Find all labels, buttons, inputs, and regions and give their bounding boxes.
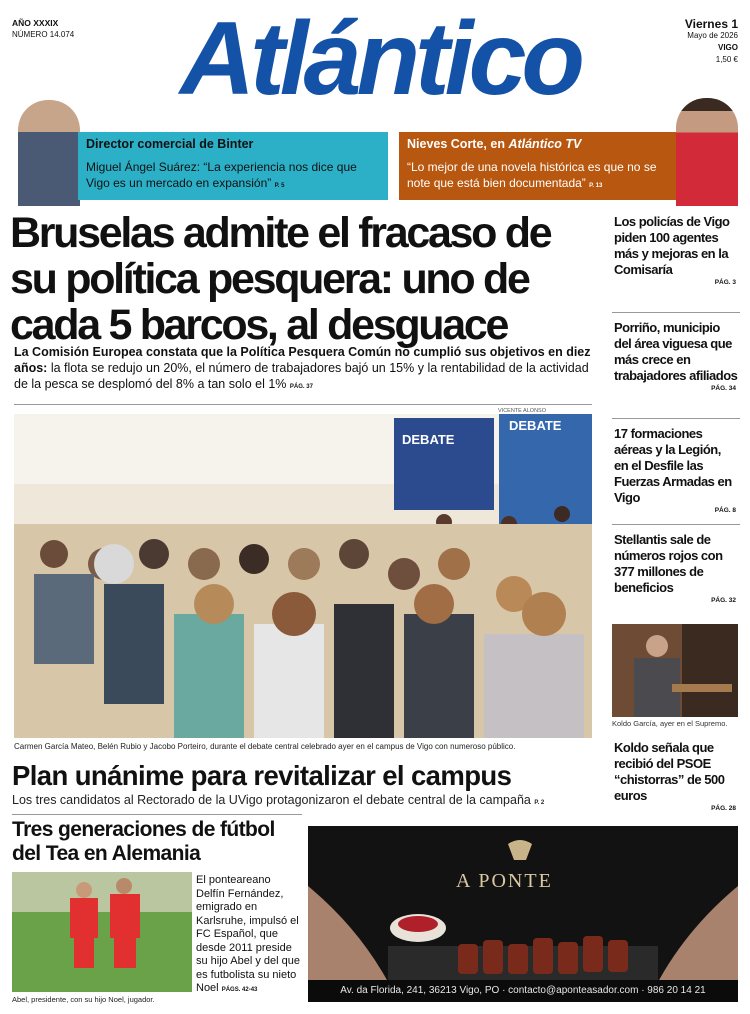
campus-page: P. 2 [534, 800, 545, 806]
sidebar-page: PÁG. 3 [714, 279, 736, 286]
teaser-atlantico-tv[interactable] [399, 132, 681, 200]
teaser-quote [407, 159, 675, 194]
football-body-text: El ponteareano Delfín Fernández, emigrado en Karlsruhe, impulsó el FC Español, que desde 2011 preside su hijo Abel y del que es futbolista su nieto Noel [196, 874, 300, 994]
sidebar-story-porrino[interactable] [614, 320, 738, 392]
binter-director-photo [18, 100, 80, 206]
koldo-photo[interactable] [612, 624, 738, 717]
divider [612, 524, 740, 525]
screen-label-2: DEBATE [509, 418, 562, 433]
ad-brand-name: A PONTE [456, 870, 553, 892]
divider [612, 312, 740, 313]
sidebar-story-koldo[interactable] [614, 740, 738, 812]
ad-illustration [308, 826, 738, 1002]
teaser-quote [86, 159, 382, 194]
issue-price: 1,50 € [715, 55, 738, 64]
sidebar-story-desfile[interactable] [614, 426, 738, 514]
football-body [196, 874, 302, 998]
issue-month-year: Mayo de 2026 [687, 31, 738, 40]
lead-page: PÁG. 37 [289, 384, 313, 390]
koldo-photo-illustration [612, 624, 738, 717]
teaser-kicker: Director comercial de Binter [86, 137, 254, 151]
lead-standfirst [14, 344, 600, 395]
restaurant-ad[interactable] [308, 826, 738, 1002]
photo-credit: VICENTE ALONSO [498, 408, 546, 414]
issue-number: NÚMERO 14.074 [12, 30, 75, 39]
issue-city: VIGO [717, 43, 738, 52]
football-caption: Abel, presidente, con su hijo Noel, jugador. [12, 995, 155, 1004]
lead-headline[interactable]: Bruselas admite el fracaso de su política pesquera: uno de cada 5 barcos, al desguace [10, 209, 551, 349]
teaser-kicker [407, 137, 581, 151]
issue-day: Viernes 1 [684, 17, 738, 31]
nieves-corte-photo [676, 98, 738, 206]
year-label: AÑO XXXIX [12, 18, 59, 28]
divider [12, 814, 302, 815]
football-photo-illustration [12, 872, 192, 992]
sidebar-story-policias[interactable] [614, 214, 738, 286]
football-headline[interactable]: Tres generaciones de fútbol del Tea en Alemania [12, 818, 275, 865]
sidebar-page: PÁG. 34 [711, 385, 736, 392]
photo-caption: Carmen García Mateo, Belén Rubio y Jacobo Porteiro, durante el debate central celebrado ayer en el campus de Vigo con numeroso público. [14, 742, 516, 751]
sidebar-headline: Stellantis sale de números rojos con 377 millones de beneficios [614, 532, 723, 595]
teaser-kicker-italic: Atlántico TV [508, 137, 582, 151]
sidebar-page: PÁG. 32 [711, 597, 736, 604]
newspaper-logo[interactable]: Atlántico [180, 1, 580, 117]
lead-standfirst-rest: la flota se redujo un 20%, el número de trabajadores bajó un 15% y la rentabilidad de la actividad de la pesca se desplomó del 8% a tan solo el 1% [14, 361, 589, 391]
sidebar-page: PÁG. 8 [714, 507, 736, 514]
lead-standfirst-bold: La Comisión Europea constata que la Política Pesquera Común no cumplió sus objetivos en diez años: [14, 345, 591, 375]
teaser-page: P. 5 [274, 183, 285, 189]
sidebar-story-stellantis[interactable] [614, 532, 738, 604]
sidebar-page: PÁG. 28 [711, 805, 736, 812]
debate-photo-illustration [14, 414, 592, 738]
teaser-quote-text: “Lo mejor de una novela histórica es que no se note que está bien documentada” [407, 160, 657, 190]
ad-contact-line: Av. da Florida, 241, 36213 Vigo, PO · contacto@aponteasador.com · 986 20 14 21 [308, 980, 738, 1002]
screen-label: DEBATE [402, 432, 455, 447]
divider [612, 418, 740, 419]
teaser-kicker-plain: Nieves Corte, en [407, 137, 509, 151]
football-page: PÁGS. 42-43 [221, 987, 258, 993]
sidebar-headline: Porriño, municipio del área viguesa que más crece en trabajadores afiliados [614, 320, 738, 383]
sidebar-headline: 17 formaciones aéreas y la Legión, en el Desfile las Fuerzas Armadas en Vigo [614, 426, 732, 505]
teaser-quote-text: Miguel Ángel Suárez: “La experiencia nos dice que Vigo es un mercado en expansión” [86, 160, 357, 190]
debate-photo[interactable] [14, 414, 592, 738]
koldo-caption: Koldo García, ayer en el Supremo. [612, 719, 728, 728]
sidebar-headline: Los policías de Vigo piden 100 agentes más y mejoras en la Comisaría [614, 214, 730, 277]
divider [14, 404, 592, 405]
campus-headline[interactable]: Plan unánime para revitalizar el campus [12, 760, 512, 791]
teaser-page: P. 13 [589, 183, 603, 189]
date-price-info [685, 18, 738, 66]
football-photo[interactable] [12, 872, 192, 992]
sidebar-headline: Koldo señala que recibió del PSOE “chistorras” de 500 euros [614, 740, 725, 803]
edition-info [12, 18, 74, 40]
campus-standfirst-text: Los tres candidatos al Rectorado de la UVigo protagonizaron el debate central de la campaña [12, 793, 531, 807]
teaser-binter[interactable] [78, 132, 388, 200]
campus-standfirst [12, 793, 602, 807]
